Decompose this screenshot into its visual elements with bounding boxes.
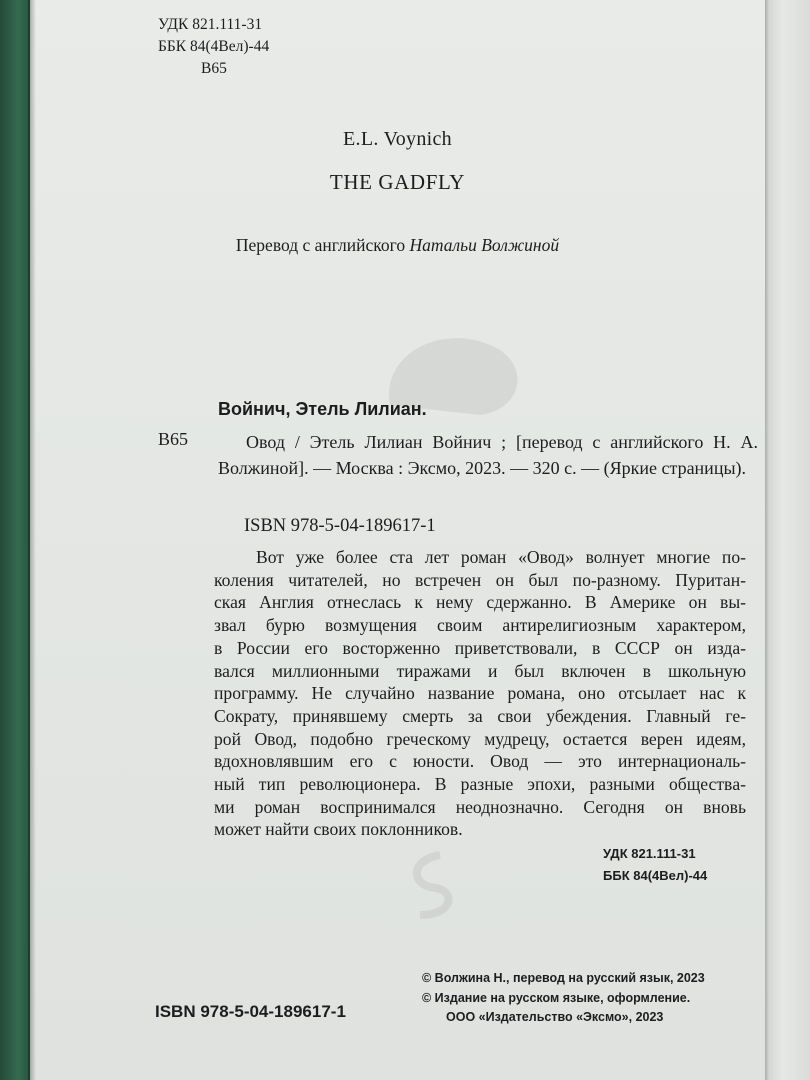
annotation-line: вдохновлявшим его с юности. Овод — это интернациональ- (214, 751, 746, 772)
translation-prefix: Перевод с английского (235, 235, 406, 255)
show-through-logo (400, 850, 460, 920)
annotation-line: может найти своих поклонников. (214, 819, 463, 840)
annotation-line: ми роман воспринимался неоднозначно. Сегодня он вновь (214, 796, 746, 817)
classification-codes-bottom (603, 843, 707, 887)
bibliographic-text: Овод / Этель Лилиан Войнич ; [перевод с английского Н. А. Волжиной]. — Москва : Эксмо, 2023. — 320 с. — (Яркие страницы). (218, 432, 758, 478)
bbk-code: ББК 84(4Вел)-44 (158, 38, 270, 55)
translator-name: Натальи Волжиной (409, 235, 560, 255)
binding-shadow (28, 0, 36, 1080)
translation-credit (30, 235, 765, 256)
classification-codes-top (158, 14, 269, 80)
copyright-edition: © Издание на русском языке, оформление. (422, 990, 691, 1005)
isbn-main: ISBN 978-5-04-189617-1 (244, 516, 436, 536)
udk-code-bottom: УДК 821.111-31 (603, 846, 696, 861)
book-title-english: THE GADFLY (329, 170, 466, 194)
annotation-line: рой Овод, подобно греческому мудрецу, остается верен идеям, (214, 728, 746, 749)
annotation-line: звал бурю возмущения своим антирелигиозным характером, (214, 615, 746, 636)
author-name-english: E.L. Voynich (343, 128, 452, 150)
author-index: В65 (201, 60, 227, 77)
annotation-line: ный тип революционера. В разные эпохи, разными обществa- (214, 774, 746, 795)
annotation-line: Вот уже более ста лет роман «Овод» волнует многие по- (256, 547, 746, 567)
annotation-line: Сократу, принявшему смерть за свои убеждения. Главный ге- (214, 705, 746, 726)
bibliographic-description (218, 429, 758, 481)
underlying-page (765, 0, 810, 1080)
copyright-publisher: ООО «Издательство «Эксмо», 2023 (446, 1010, 664, 1024)
book-page (30, 0, 765, 1080)
udk-code: УДК 821.111-31 (158, 16, 263, 33)
annotation (214, 546, 746, 841)
copyright-translation: © Волжина Н., перевод на русский язык, 2023 (422, 971, 705, 985)
annotation-line: в России его восторженно приветствовали, в СССР он изда- (214, 637, 746, 658)
annotation-line: коления читателей, но встречен он был по-разному. Пуритан- (214, 569, 746, 590)
bbk-code-bottom: ББК 84(4Вел)-44 (603, 868, 708, 883)
bibliographic-heading: Войнич, Этель Лилиан. (218, 399, 427, 419)
annotation-line: вался миллионными тиражами и был включен в школьную (214, 660, 746, 681)
book-cover-edge (0, 0, 30, 1080)
bibliographic-index: В65 (158, 429, 189, 449)
annotation-line: ская Англия отнеслась к нему сдержанно. В Америке он вы- (214, 592, 746, 613)
isbn-bottom: ISBN 978-5-04-189617-1 (155, 1002, 346, 1021)
copyright-block (422, 969, 705, 1028)
annotation-line: программу. Не случайно название романа, оно отсылает нас к (214, 683, 746, 704)
page-edge-shadow (765, 0, 769, 1080)
